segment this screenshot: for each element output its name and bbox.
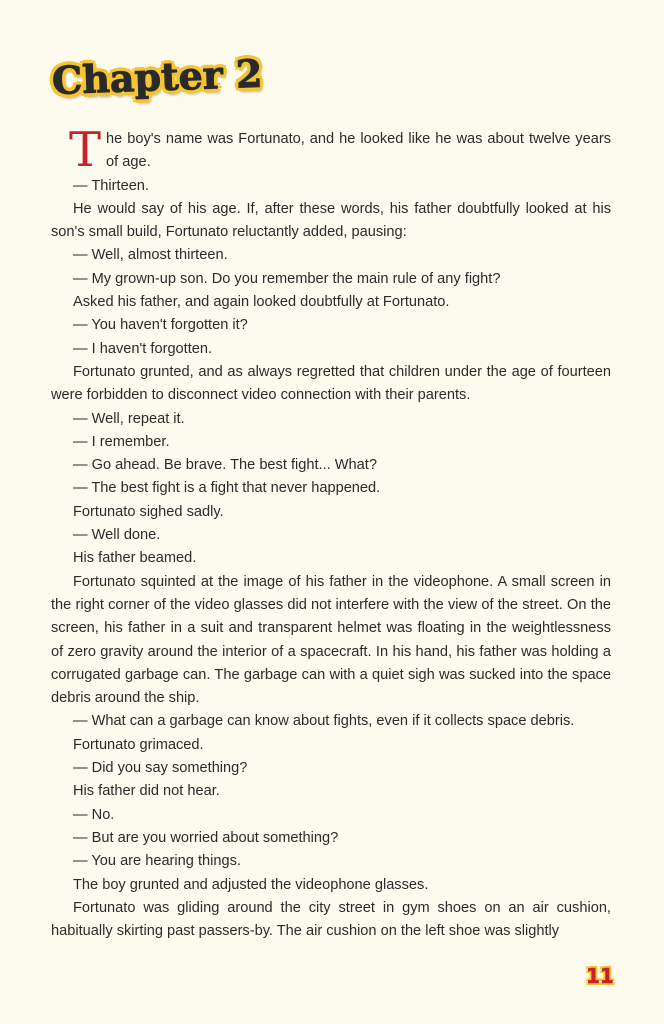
paragraph: Fortunato grimaced. xyxy=(73,736,204,753)
paragraph: — Well, almost thirteen. xyxy=(73,247,228,264)
paragraph: — What can a garbage can know about fights, even if it collects space debris. xyxy=(73,713,575,730)
paragraph: Fortunato was gliding around the city street in gym shoes on an air cushion, habitually skirting past passers-by. The air cushion on the left shoe was slightly xyxy=(51,899,611,940)
paragraph: Fortunato squinted at the image of his father in the videophone. A small screen in the right corner of the video glasses did not interfere with the view of the street. On the screen, his father in a suit and transparent helmet was floating in the weightlessness of zero gravity around the interior of a spacecraft. In his hand, his father was holding a corrugated garbage can. The garbage can with a quiet sigh was sucked into the space debris around the ship. xyxy=(51,573,611,707)
paragraph: — The best fight is a fight that never happened. xyxy=(73,480,381,497)
paragraph: — You are hearing things. xyxy=(73,853,241,870)
paragraph: Fortunato sighed sadly. xyxy=(73,503,224,520)
paragraph: — Well done. xyxy=(73,527,161,544)
paragraph: The boy grunted and adjusted the videophone glasses. xyxy=(73,876,429,893)
paragraph: His father beamed. xyxy=(73,550,197,567)
drop-cap: T xyxy=(69,122,102,178)
paragraph: — I remember. xyxy=(73,433,170,450)
paragraph: — Go ahead. Be brave. The best fight... What? xyxy=(73,457,377,474)
paragraph: — Did you say something? xyxy=(73,760,248,777)
paragraph: Fortunato grunted, and as always regretted that children under the age of fourteen were forbidden to disconnect video connection with their parents. xyxy=(51,363,611,404)
paragraph: — No. xyxy=(73,806,115,823)
page-number: 11 xyxy=(586,964,614,988)
paragraph: — You haven't forgotten it? xyxy=(73,317,248,334)
chapter-body xyxy=(51,122,611,943)
first-paragraph-text: he boy's name was Fortunato, and he looked like he was about twelve years of age. xyxy=(106,131,611,171)
first-paragraph xyxy=(51,122,611,178)
paragraph: — My grown-up son. Do you remember the main rule of any fight? xyxy=(73,270,501,287)
paragraph: Asked his father, and again looked doubtfully at Fortunato. xyxy=(73,294,450,311)
paragraph: His father did not hear. xyxy=(73,783,220,800)
paragraph: — Well, repeat it. xyxy=(73,410,185,427)
paragraph: — But are you worried about something? xyxy=(73,829,339,846)
paragraph: — I haven't forgotten. xyxy=(73,340,213,357)
chapter-title: Chapter 2 xyxy=(51,50,264,103)
paragraph: He would say of his age. If, after these words, his father doubtfully looked at his son's small build, Fortunato reluctantly added, pausing: xyxy=(51,200,611,241)
paragraph: — Thirteen. xyxy=(73,177,149,194)
paragraph-list xyxy=(51,175,611,944)
